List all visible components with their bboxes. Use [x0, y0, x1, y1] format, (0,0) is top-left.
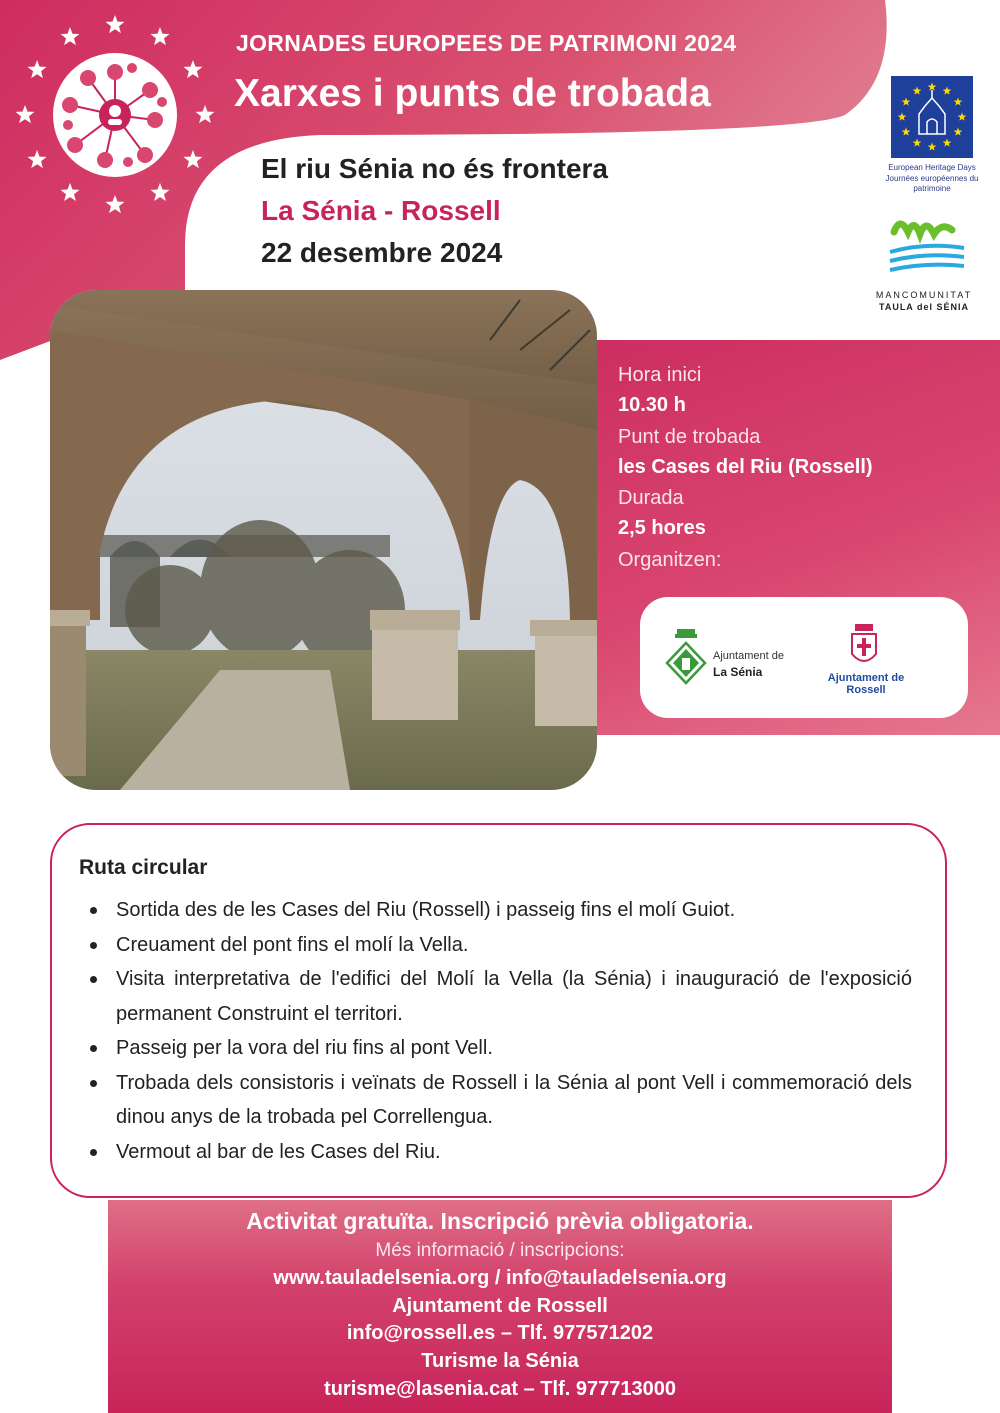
senia-tourism-contact[interactable]: turisme@lasenia.cat – Tlf. 977713000	[324, 1378, 676, 1400]
more-info-label: Més informació / inscripcions:	[375, 1240, 625, 1261]
meeting-point-label: Punt de trobada	[618, 426, 761, 448]
la-senia-logo-label: Ajuntament de	[713, 650, 784, 662]
theme-title: Xarxes i punts de trobada	[234, 72, 711, 115]
bridge-photo	[50, 290, 597, 790]
event-date: 22 desembre 2024	[261, 237, 503, 268]
ehd-label: European Heritage Days	[888, 163, 976, 172]
route-title: Ruta circular	[79, 856, 208, 879]
rossell-logo-name: Ajuntament de Rossell	[827, 672, 905, 696]
start-time-value: 10.30 h	[618, 394, 686, 416]
star-icon	[151, 183, 170, 201]
meeting-point-value: les Cases del Riu (Rossell)	[618, 456, 873, 478]
star-icon	[28, 60, 47, 78]
star-icon	[151, 27, 170, 45]
route-item: Visita interpretativa de l'edifici del Molí la Vella (la Sénia) i inauguració de l'exposició permanent Construint el territori.	[88, 962, 912, 1031]
star-icon	[183, 60, 202, 78]
la-senia-crest-icon	[663, 627, 709, 685]
route-item: Creuament del pont fins el molí la Vella.	[88, 928, 912, 963]
bullet-icon	[90, 942, 97, 949]
rossell-org: Ajuntament de Rossell	[392, 1295, 608, 1317]
event-series-title: JORNADES EUROPEES DE PATRIMONI 2024	[236, 30, 737, 56]
route-item: Passeig per la vora del riu fins al pont Vell.	[88, 1031, 912, 1066]
event-places: La Sénia - Rossell	[261, 195, 501, 226]
route-list	[88, 893, 912, 1169]
duration-value: 2,5 hores	[618, 517, 706, 539]
mancomunitat-name: TAULA del SÉNIA	[878, 302, 969, 312]
rossell-crest-icon	[849, 624, 879, 668]
european-heritage-days-logo	[891, 76, 973, 158]
organizers-label: Organitzen:	[618, 549, 722, 571]
mancomunitat-logo	[886, 212, 966, 282]
heritage-network-logo	[10, 10, 220, 220]
star-icon	[196, 105, 215, 123]
route-item: Trobada dels consistoris i veïnats de Rossell i la Sénia al pont Vell i commemoració dels dinou anys de la trobada pel Correllengua.	[88, 1066, 912, 1135]
star-icon	[61, 183, 80, 201]
bullet-icon	[90, 1149, 97, 1156]
mancomunitat-label: MANCOMUNITAT	[875, 290, 973, 300]
star-icon	[16, 105, 35, 123]
bullet-icon	[90, 1080, 97, 1087]
star-icon	[28, 150, 47, 168]
bullet-icon	[90, 907, 97, 914]
duration-label: Durada	[618, 487, 684, 509]
bullet-icon	[90, 1045, 97, 1052]
free-activity-headline: Activitat gratuïta. Inscripció prèvia obligatoria.	[246, 1208, 754, 1234]
rossell-contact[interactable]: info@rossell.es – Tlf. 977571202	[346, 1322, 654, 1344]
bullet-icon	[90, 976, 97, 983]
star-icon	[61, 27, 80, 45]
senia-tourism-org: Turisme la Sénia	[421, 1350, 579, 1372]
route-item: Vermout al bar de les Cases del Riu.	[88, 1135, 912, 1170]
start-time-label: Hora inici	[618, 364, 702, 386]
star-icon	[106, 15, 125, 33]
route-item: Sortida des de les Cases del Riu (Rossell) i passeig fins el molí Guiot.	[88, 893, 912, 928]
star-icon	[106, 195, 125, 213]
event-title: El riu Sénia no és frontera	[261, 153, 608, 184]
taula-contact[interactable]: www.tauladelsenia.org / info@tauladelsenia.org	[273, 1267, 727, 1289]
star-icon	[183, 150, 202, 168]
ehd-label-fr: Journées européennes du patrimoine	[885, 174, 979, 193]
la-senia-logo-name: La Sénia	[713, 665, 763, 679]
